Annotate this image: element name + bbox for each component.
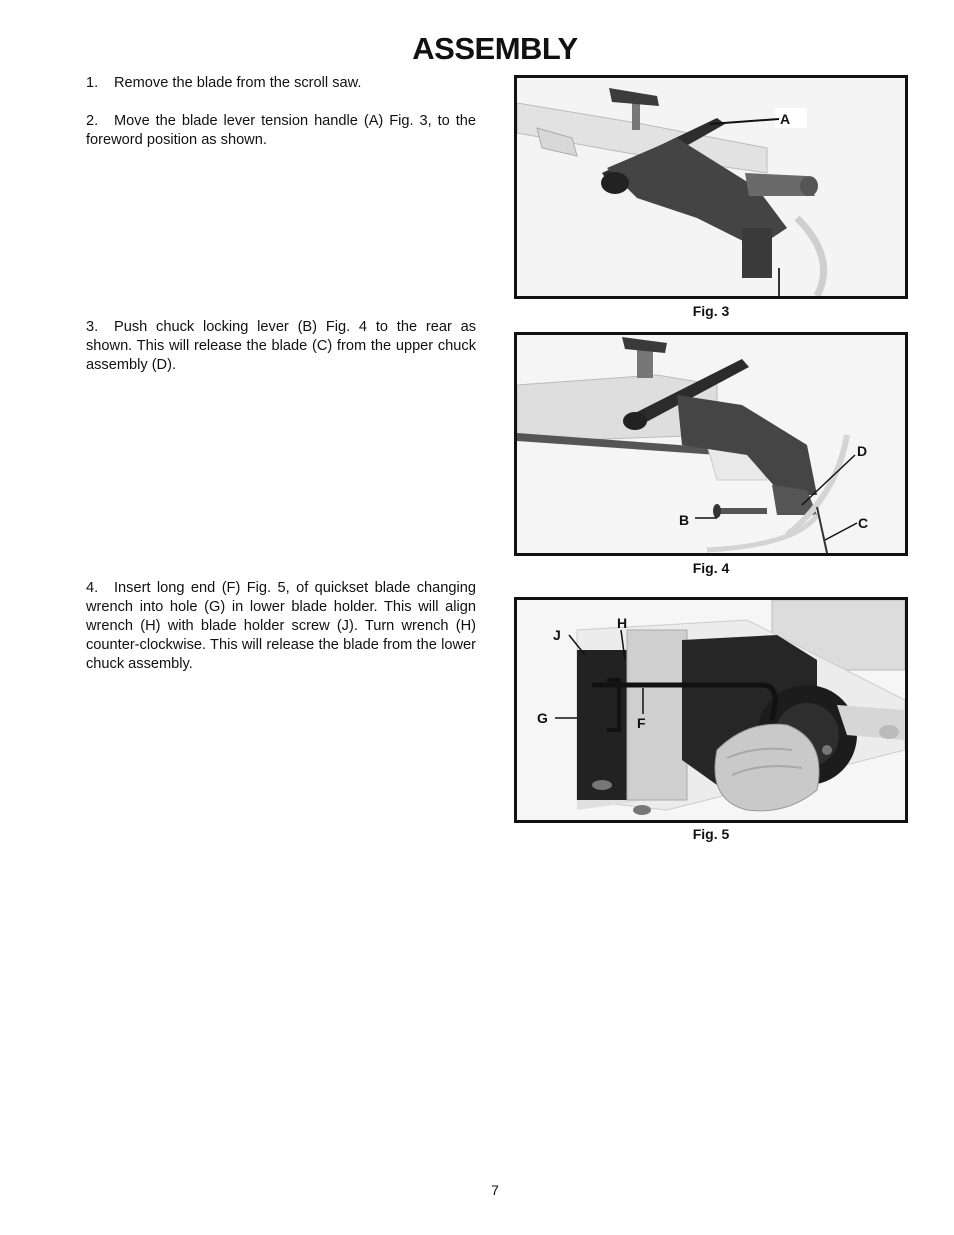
callout-label-g: G: [537, 710, 548, 726]
step-3: [86, 318, 476, 375]
figure-3-caption: Fig. 3: [692, 303, 730, 319]
figure-4-caption: Fig. 4: [692, 560, 730, 576]
step-text: Push chuck locking lever (B) Fig. 4 to the rear as shown. This will release the blade (C) from the upper chuck assembly (D).: [86, 319, 476, 373]
step-text: Insert long end (F) Fig. 5, of quickset blade changing wrench into hole (G) in lower blade holder. This will align wrench (H) with blade holder screw (J). Turn wrench (H) counter-clockwise. This will release the blade from the lower chuck assembly.: [86, 580, 476, 672]
callout-label-d: D: [857, 443, 868, 459]
figure-3-photo: [514, 75, 908, 299]
step-number: 2.: [86, 113, 99, 129]
step-number: 4.: [86, 580, 99, 596]
callout-label-a: A: [780, 111, 791, 127]
step-text: Remove the blade from the scroll saw.: [114, 75, 362, 91]
page-number: 7: [491, 1182, 499, 1198]
callout-label-c: C: [858, 515, 869, 531]
step-number: 3.: [86, 319, 99, 335]
figure-4-illustration: [517, 335, 905, 553]
figure-4-photo: [514, 332, 908, 556]
step-4: [86, 579, 476, 674]
figure-5-illustration: [517, 600, 905, 820]
callout-label-j: J: [553, 627, 561, 643]
callout-label-h: H: [617, 615, 628, 631]
page-title: ASSEMBLY: [412, 31, 578, 66]
step-2: [86, 112, 476, 150]
step-1: [86, 74, 476, 93]
figure-3-illustration: [517, 78, 905, 296]
callout-label-f: F: [637, 715, 646, 731]
figure-5-photo: [514, 597, 908, 823]
step-text: Move the blade lever tension handle (A) Fig. 3, to the foreword position as shown.: [86, 113, 476, 148]
step-number: 1.: [86, 75, 99, 91]
callout-label-b: B: [679, 512, 690, 528]
figure-5-caption: Fig. 5: [692, 826, 730, 842]
